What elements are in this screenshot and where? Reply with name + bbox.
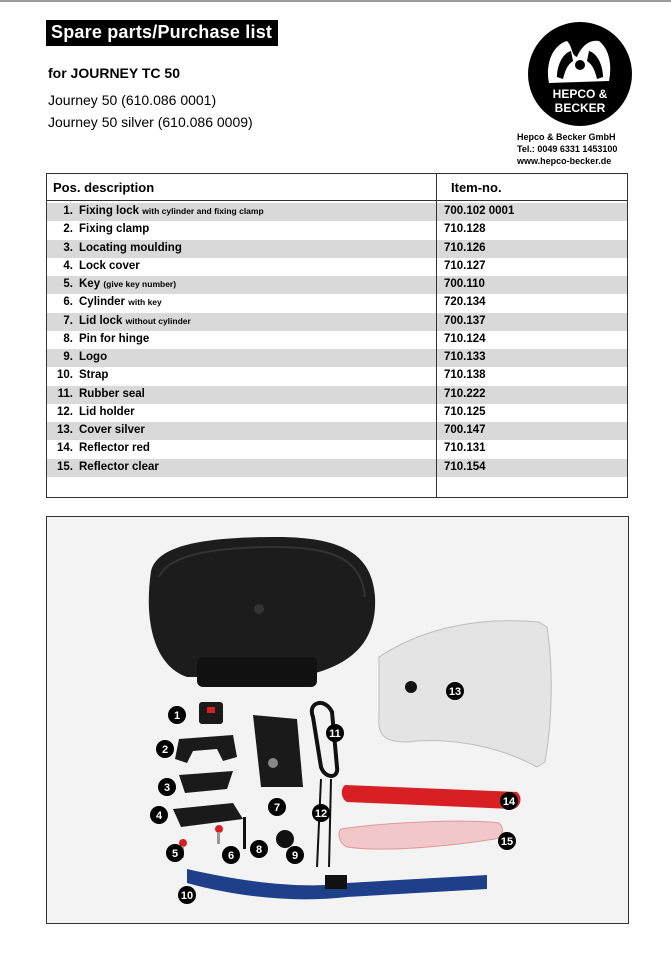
- part-number-label: 4: [155, 810, 163, 822]
- locating-moulding: [179, 771, 233, 793]
- row-desc-main: Reflector red: [79, 442, 150, 455]
- row-pos: 2.: [63, 223, 73, 236]
- row-pos: 3.: [63, 241, 73, 254]
- row-desc-main: Locating moulding: [79, 241, 182, 254]
- row-pos: 7.: [63, 314, 73, 327]
- row-description: [79, 424, 145, 436]
- row-pos: 12.: [57, 405, 73, 418]
- table-row: [47, 459, 627, 477]
- table-row: [47, 404, 627, 422]
- row-pos: 1.: [63, 205, 73, 217]
- svg-text:BECKER: BECKER: [554, 101, 606, 115]
- row-item-no: 710.126: [444, 241, 486, 254]
- row-description: [79, 351, 107, 363]
- table-row: [47, 276, 627, 294]
- row-pos: 5.: [63, 278, 73, 290]
- row-item-no: 710.124: [444, 332, 486, 345]
- row-item-no: 720.134: [444, 296, 486, 309]
- hepco-becker-logo: [527, 21, 633, 127]
- logo-badge: [276, 830, 294, 848]
- part-number-label: 12: [314, 808, 328, 820]
- row-pos: 13.: [57, 424, 73, 436]
- fixing-clamp: [175, 735, 237, 763]
- table-row: [47, 258, 627, 276]
- part-number-label: 10: [180, 890, 194, 902]
- row-description: [79, 388, 145, 400]
- row-item-no: 700.110: [444, 278, 485, 290]
- row-pos: 11.: [57, 387, 73, 400]
- row-description: [79, 442, 150, 454]
- row-item-no: 710.133: [444, 351, 486, 363]
- lock-cover: [173, 803, 243, 827]
- subtitle: for JOURNEY TC 50: [48, 65, 180, 81]
- table-row: [47, 386, 627, 404]
- row-item-no: 710.131: [444, 442, 486, 455]
- row-desc-main: Strap: [79, 369, 109, 382]
- row-pos: 14.: [57, 442, 73, 455]
- company-name: Hepco & Becker GmbH: [517, 132, 616, 142]
- header-description: Pos. description: [53, 180, 155, 195]
- row-desc-main: Cover silver: [79, 424, 145, 436]
- parts-illustration: [47, 517, 629, 924]
- part-number-label: 15: [500, 836, 514, 848]
- header-item-no: Item-no.: [451, 180, 502, 195]
- row-description: [79, 406, 135, 418]
- row-item-no: 710.125: [444, 405, 486, 418]
- row-desc-main: Lock cover: [79, 259, 140, 272]
- row-desc-main: Rubber seal: [79, 387, 145, 400]
- row-item-no: 710.138: [444, 369, 486, 382]
- row-desc-main: Logo: [79, 351, 108, 363]
- part-number-label: 1: [173, 710, 181, 722]
- row-description: [79, 461, 159, 473]
- row-desc-note: with key: [128, 297, 162, 308]
- table-row: [47, 203, 627, 221]
- svg-text:HEPCO &: HEPCO &: [552, 87, 608, 101]
- row-pos: 4.: [63, 259, 73, 272]
- part-number-label: 11: [329, 728, 341, 740]
- table-row: [47, 367, 627, 385]
- parts-table: [46, 173, 628, 498]
- row-desc-main: Fixing clamp: [79, 223, 150, 236]
- row-description: [79, 278, 176, 290]
- row-pos: 15.: [57, 460, 73, 473]
- cylinder: [215, 825, 223, 833]
- part-number-label: 3: [163, 782, 171, 794]
- lid-lock: [253, 715, 303, 787]
- pin-for-hinge: [243, 817, 246, 849]
- table-header: [47, 174, 627, 201]
- company-website[interactable]: www.hepco-becker.de: [517, 156, 612, 166]
- table-row: [47, 221, 627, 239]
- column-divider: [436, 174, 437, 497]
- company-phone: Tel.: 0049 6331 1453100: [517, 144, 618, 154]
- row-desc-note: (give key number): [103, 279, 177, 289]
- row-item-no: 700.102 0001: [444, 205, 515, 217]
- row-desc-main: Pin for hinge: [79, 332, 150, 345]
- row-desc-note: without cylinder: [125, 315, 191, 326]
- row-item-no: 700.137: [444, 314, 486, 327]
- row-desc-main: Lid lock: [79, 314, 123, 327]
- part-number-label: 5: [171, 848, 179, 860]
- table-row: [47, 313, 627, 331]
- part-number-label: 7: [273, 802, 281, 814]
- row-pos: 6.: [63, 296, 73, 309]
- row-item-no: 710.222: [444, 387, 486, 400]
- table-row: [47, 349, 627, 367]
- model-line-2: Journey 50 silver (610.086 0009): [48, 114, 253, 130]
- top-rule: [0, 0, 671, 2]
- row-description: [79, 296, 162, 308]
- row-desc-main: Cylinder: [79, 296, 126, 309]
- table-row: [47, 422, 627, 440]
- cover-silver: [379, 621, 552, 767]
- row-item-no: 710.127: [444, 259, 486, 272]
- part-number-label: 9: [291, 850, 299, 862]
- row-pos: 8.: [63, 332, 73, 345]
- page-title: Spare parts/Purchase list: [46, 20, 278, 46]
- model-line-1: Journey 50 (610.086 0001): [48, 92, 217, 108]
- table-row: [47, 440, 627, 458]
- row-item-no: 710.154: [444, 460, 486, 473]
- part-number-label: 8: [255, 844, 263, 856]
- part-number-label: 14: [502, 796, 516, 808]
- row-pos: 10.: [57, 369, 73, 382]
- part-number-label: 6: [227, 850, 235, 862]
- part-number-label: 2: [161, 744, 169, 756]
- row-desc-main: Fixing lock: [79, 205, 140, 217]
- row-description: [79, 315, 191, 327]
- row-description: [79, 260, 140, 272]
- table-row: [47, 294, 627, 312]
- row-description: [79, 369, 108, 381]
- lid-holder: [317, 779, 321, 867]
- table-row: [47, 240, 627, 258]
- row-desc-note: with cylinder and fixing clamp: [142, 206, 264, 216]
- row-desc-main: Reflector clear: [79, 460, 159, 473]
- row-description: [79, 223, 149, 235]
- part-number-label: 13: [448, 686, 462, 698]
- reflector-red: [342, 785, 521, 809]
- reflector-clear: [339, 821, 502, 849]
- row-item-no: 700.147: [444, 424, 486, 436]
- parts-photo: [46, 516, 629, 924]
- row-description: [79, 242, 182, 254]
- row-item-no: 710.128: [444, 223, 486, 236]
- row-description: [79, 333, 149, 345]
- table-row: [47, 331, 627, 349]
- row-pos: 9.: [63, 351, 73, 363]
- row-desc-main: Lid holder: [79, 405, 135, 418]
- row-description: [79, 205, 264, 217]
- row-desc-main: Key: [79, 278, 101, 290]
